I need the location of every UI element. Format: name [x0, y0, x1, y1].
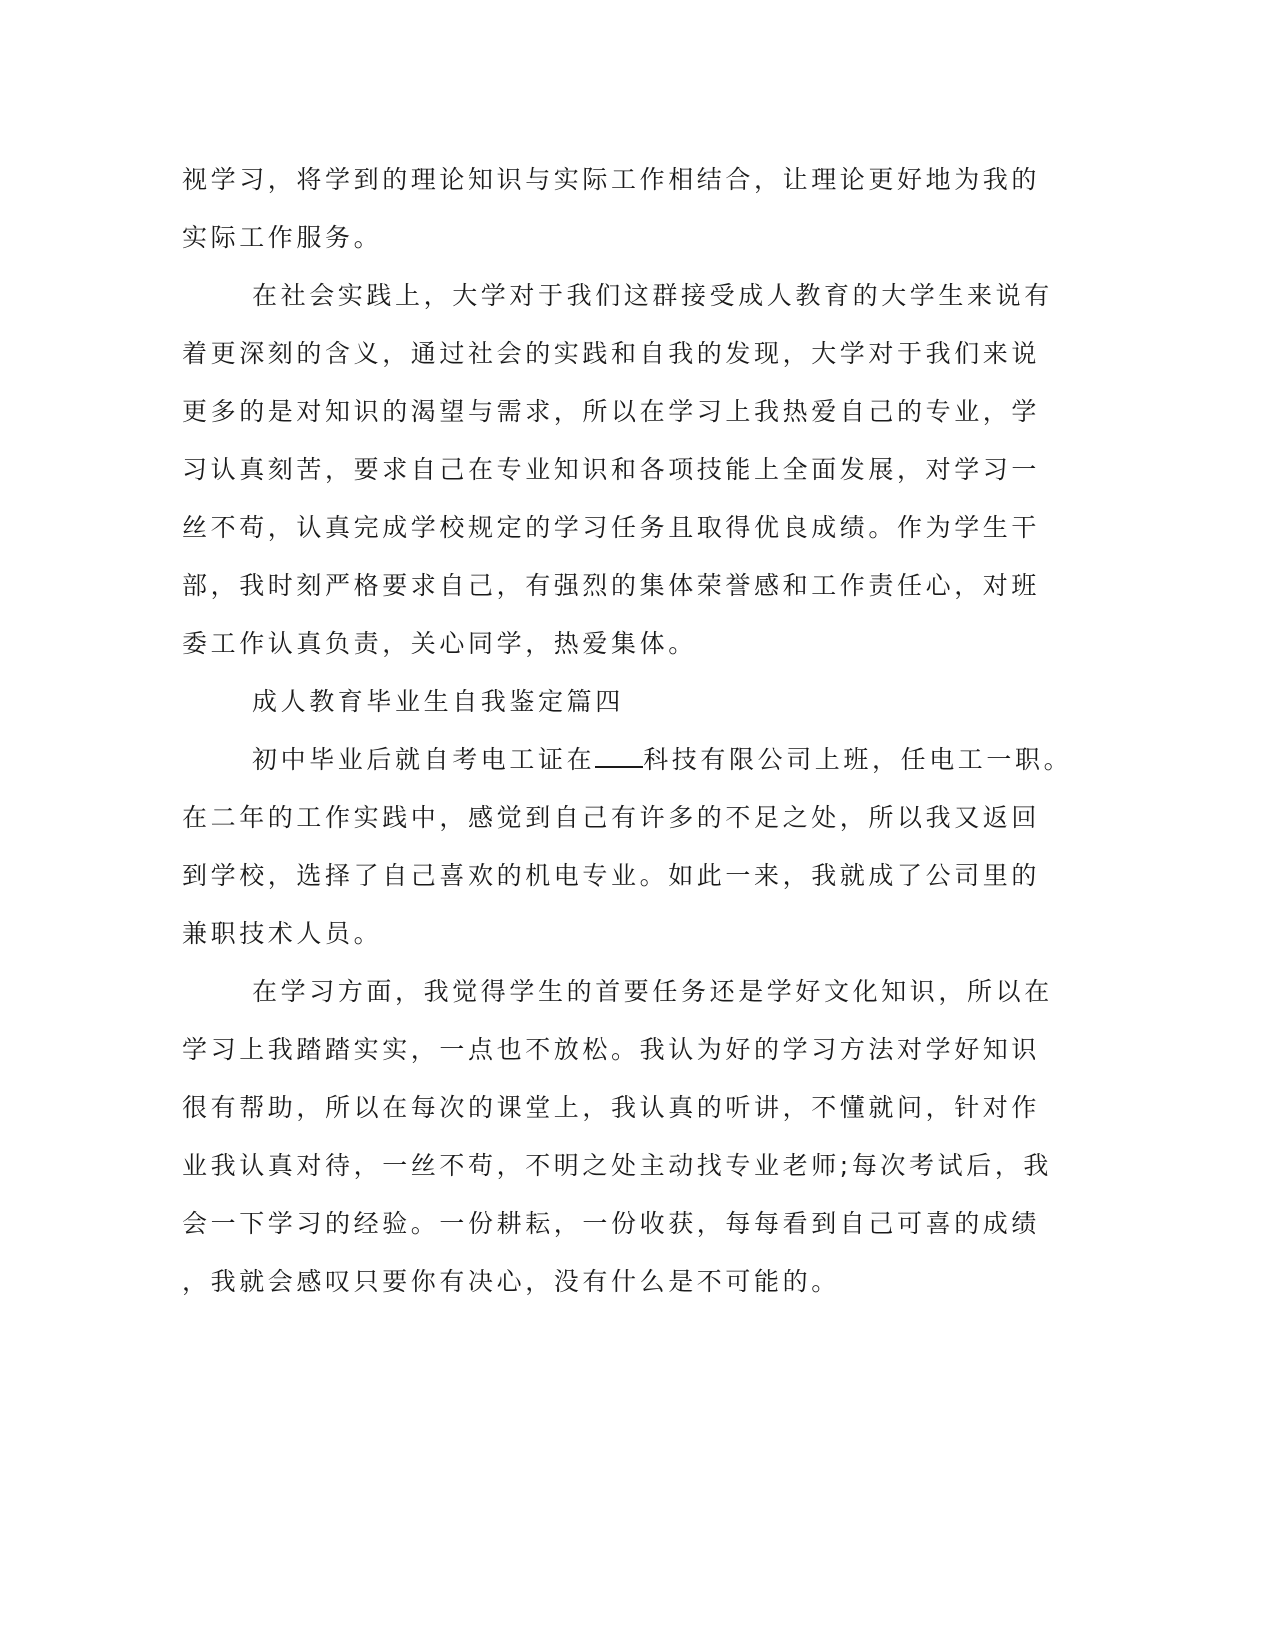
text-line: 兼职技术人员。 [182, 919, 383, 948]
text-line: 更多的是对知识的渴望与需求，所以在学习上我热爱自己的专业，学 [182, 397, 1041, 426]
text-line: 到学校，选择了自己喜欢的机电专业。如此一来，我就成了公司里的 [182, 861, 1041, 890]
paragraph-start-line: 在学习方面，我觉得学生的首要任务还是学好文化知识，所以在 [252, 977, 1053, 1006]
text-line: ，我就会感叹只要你有决心，没有什么是不可能的。 [182, 1267, 840, 1296]
text-line: 习认真刻苦，要求自己在专业知识和各项技能上全面发展，对学习一 [182, 455, 1041, 484]
text-line: 业我认真对待，一丝不苟，不明之处主动找专业老师;每次考试后，我 [182, 1151, 1053, 1180]
text-line: 着更深刻的含义，通过社会的实践和自我的发现，大学对于我们来说 [182, 339, 1041, 368]
fill-in-blank [595, 744, 643, 768]
paragraph-start-line: 在社会实践上，大学对于我们这群接受成人教育的大学生来说有 [252, 281, 1053, 310]
paragraph-start-line [252, 744, 1072, 776]
text-line: 很有帮助，所以在每次的课堂上，我认真的听讲，不懂就问，针对作 [182, 1093, 1041, 1122]
text-line: 视学习，将学到的理论知识与实际工作相结合，让理论更好地为我的 [182, 165, 1041, 194]
text-line: 委工作认真负责，关心同学，热爱集体。 [182, 629, 697, 658]
text-segment: 初中毕业后就自考电工证在 [252, 745, 596, 774]
text-line: 在二年的工作实践中，感觉到自己有许多的不足之处，所以我又返回 [182, 803, 1041, 832]
text-line: 学习上我踏踏实实，一点也不放松。我认为好的学习方法对学好知识 [182, 1035, 1041, 1064]
text-line: 实际工作服务。 [182, 223, 383, 252]
text-segment: 科技有限公司上班，任电工一职。 [643, 745, 1073, 774]
section-heading: 成人教育毕业生自我鉴定篇四 [252, 687, 624, 716]
text-line: 丝不苟，认真完成学校规定的学习任务且取得优良成绩。作为学生干 [182, 513, 1041, 542]
text-line: 会一下学习的经验。一份耕耘，一份收获，每每看到自己可喜的成绩 [182, 1209, 1041, 1238]
text-line: 部，我时刻严格要求自己，有强烈的集体荣誉感和工作责任心，对班 [182, 571, 1041, 600]
